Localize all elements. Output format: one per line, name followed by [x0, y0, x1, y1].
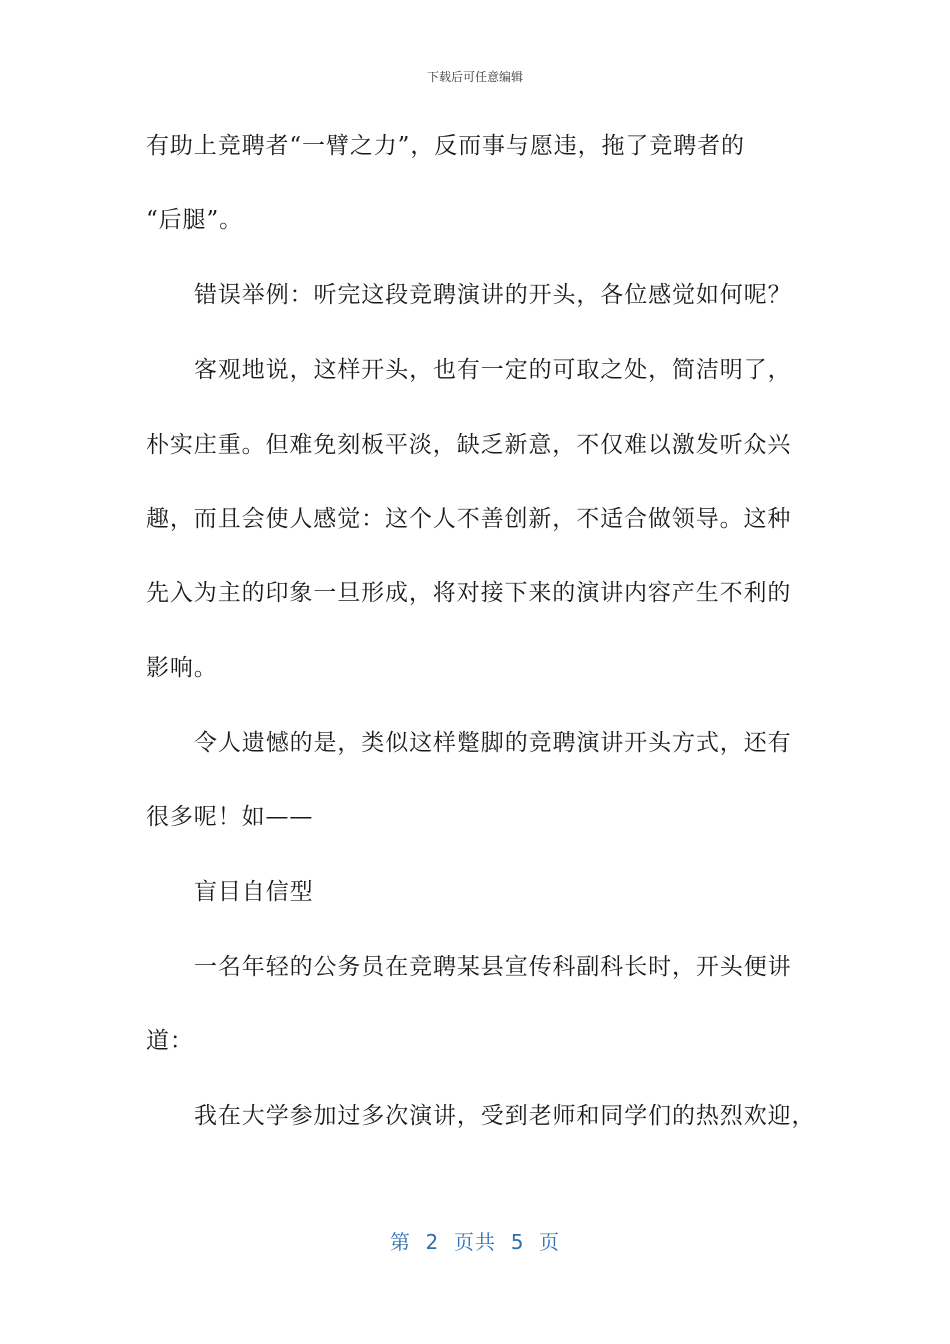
text-line: 有助上竞聘者“一臂之力”，反而事与愿违，拖了竞聘者的	[146, 133, 745, 159]
text-line: 趣，而且会使人感觉：这个人不善创新，不适合做领导。这种	[146, 506, 792, 532]
text-line: 客观地说，这样开头，也有一定的可取之处，简洁明了，	[194, 357, 792, 383]
page-number-label: 第 2 页共 5 页	[389, 1230, 561, 1254]
text-line: 道：	[146, 1028, 194, 1054]
text-line: “后腿”。	[146, 207, 244, 233]
text-line: 很多呢！如——	[146, 804, 314, 830]
text-line: 令人遗憾的是，类似这样蹩脚的竞聘演讲开头方式，还有	[194, 730, 792, 756]
text-line: 影响。	[146, 655, 218, 681]
header-note: 下载后可任意编辑	[426, 70, 523, 84]
text-line: 一名年轻的公务员在竞聘某县宣传科副科长时，开头便讲	[194, 954, 792, 980]
text-line: 错误举例：听完这段竞聘演讲的开头，各位感觉如何呢？	[194, 282, 792, 308]
text-line: 朴实庄重。但难免刻板平淡，缺乏新意，不仅难以激发听众兴	[146, 432, 792, 458]
page-number	[0, 1226, 950, 1255]
text-line: 我在大学参加过多次演讲，受到老师和同学们的热烈欢迎，	[194, 1103, 816, 1129]
text-line: 先入为主的印象一旦形成，将对接下来的演讲内容产生不利的	[146, 580, 792, 606]
section-heading: 盲目自信型	[194, 879, 314, 905]
